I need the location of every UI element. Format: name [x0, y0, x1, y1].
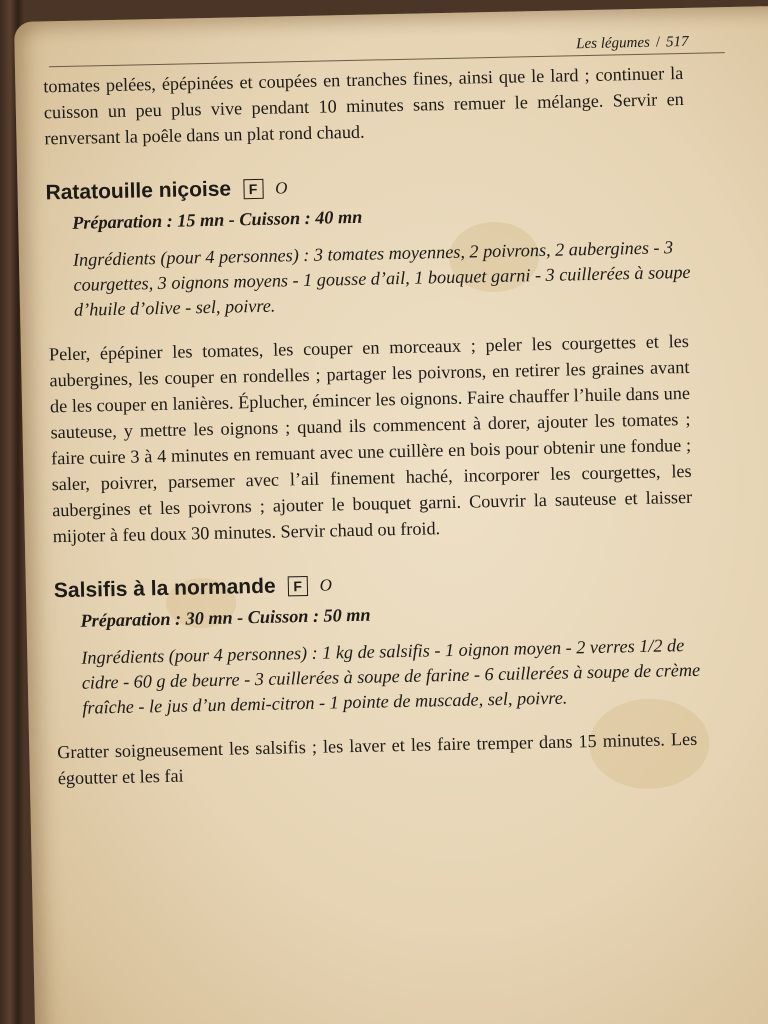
section-name: Les légumes [575, 34, 651, 53]
recipe-title-salsifis [54, 565, 750, 604]
recipe-preparation-time: Préparation : 15 mn - Cuisson : 40 mn [72, 206, 363, 233]
recipe-title-text: Salsifis à la normande [53, 574, 276, 603]
recipe-method: Peler, épépiner les tomates, les couper en morceaux ; peler les courgettes et les aubergines, les couper en rondelles ; partager les poivrons, en retirer les graines avant de les couper en lanières. Éplucher, émincer les oignons. Faire chauffer l’huile dans une sauteuse, y mettre les oignons ; quand ils commencent à dorer, ajouter les tomates ; faire cuire 3 à 4 minutes en remuant avec une cuillère en bois pour obtenir une fondue ; saler, poivrer, parsemer avec l’ail finement haché, incorporer les courgettes, les aubergines et les poivrons ; ajouter le bouquet garni. Couvrir la sauteuse et laisser mijoter à feu doux 30 minutes. Servir chaud ou froid. [48, 330, 693, 547]
intro-paragraph: tomates pelées, épépinées et coupées en tranches fines, ainsi que le lard ; continuer la cuisson un peu plus vive pendant 10 minutes sans remuer le mélange. Servir en renversant la poêle dans un plat rond chaud. [43, 62, 684, 149]
freezer-badge-icon: F [287, 576, 307, 596]
page-content [39, 33, 754, 791]
symbol-o-icon: O [274, 178, 288, 198]
page-number: 517 [665, 33, 689, 51]
freezer-badge-icon: F [243, 179, 263, 199]
recipe-ingredients: Ingrédients (pour 4 personnes) : 3 tomates moyennes, 2 poivrons, 2 aubergines - 3 courgettes, 3 oignons moyens - 1 gousse d’ail, 1 bouquet garni - 3 cuillerées à soupe d’huile d’olive - sel, poivre. [72, 237, 691, 320]
symbol-o-icon: O [319, 575, 333, 595]
recipe-preparation-time: Préparation : 30 mn - Cuisson : 50 mn [80, 604, 371, 631]
header-separator: / [655, 34, 661, 51]
recipe-ingredients: Ingrédients (pour 4 personnes) : 1 kg de salsifis - 1 oignon moyen - 2 verres 1/2 de cidre - 60 g de beurre - 3 cuillerées à soupe de farine - 6 cuillerées à soupe de crème fraîche - le jus d’un demi-citron - 1 pointe de muscade, sel, poivre. [81, 635, 701, 718]
recipe-method: Gratter soigneusement les salsifis ; les laver et les faire tremper dans 15 minutes. Les égoutter et les fai [57, 728, 698, 789]
recipe-title-text: Ratatouille niçoise [45, 177, 232, 205]
recipe-title-ratatouille [45, 167, 741, 206]
book-page [14, 6, 768, 1024]
